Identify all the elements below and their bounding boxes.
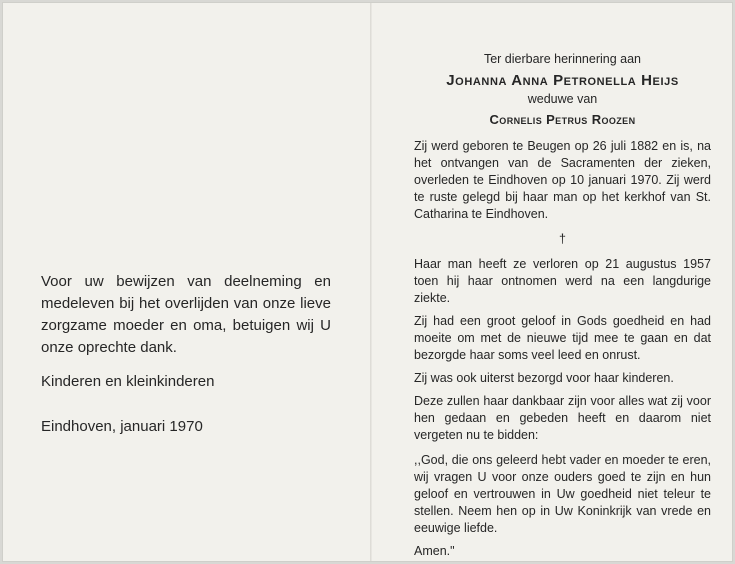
right-panel — [414, 51, 711, 560]
thanks-text: Voor uw bewijzen van deelneming en medeleven bij het overlijden van onze lieve zorgzame moeder en oma, betuigen wij U onze oprechte dank. — [41, 273, 331, 356]
amen-line: Amen." — [414, 544, 455, 558]
husband-name: Cornelis Petrus Roozen — [489, 112, 636, 127]
paragraph-gratitude: Deze zullen haar dankbaar zijn voor alles wat zij voor hen gedaan en gebeden heeft en daarom niet vergeten nu te bidden: — [414, 394, 711, 442]
place-date: Eindhoven, januari 1970 — [41, 418, 203, 435]
paragraph-faith: Zij had een groot geloof in Gods goedheid en had moeite om met de nieuwe tijd mee te gaan en dat bezorgde haar soms veel leed en onrust. — [414, 314, 711, 362]
prayer-text: ,,God, die ons geleerd hebt vader en moeder te eren, wij vragen U voor onze ouders goed te zijn en hun geloof en vertrouwen in Uw goedheid niet teleur te stellen. Neem hen op in Uw Koninkrijk van vrede en eeuwige liefde. — [414, 453, 711, 535]
paragraph-children: Zij was ook uiterst bezorgd voor haar kinderen. — [414, 371, 674, 385]
paragraph-husband-loss: Haar man heeft ze verloren op 21 augustus 1957 toen hij haar ontnomen werd na een langdurige ziekte. — [414, 257, 711, 305]
intro-line: Ter dierbare herinnering aan — [483, 52, 642, 66]
biography-text: Zij werd geboren te Beugen op 26 juli 1882 en is, na het ontvangen van de Sacramenten der zieken, overleden te Eindhoven op 10 januari 1970. Zij werd te ruste gelegd bij haar man op het kerkhof van St. Catharina te Eindhoven. — [414, 139, 711, 221]
deceased-name: Johanna Anna Petronella Heijs — [446, 72, 679, 89]
signoff-text: Kinderen en kleinkinderen — [41, 373, 215, 390]
cross-icon: † — [559, 232, 566, 246]
memorial-card — [2, 2, 733, 562]
card-fold — [370, 3, 372, 561]
left-panel — [41, 271, 331, 438]
widow-of-line: weduwe van — [527, 92, 598, 106]
